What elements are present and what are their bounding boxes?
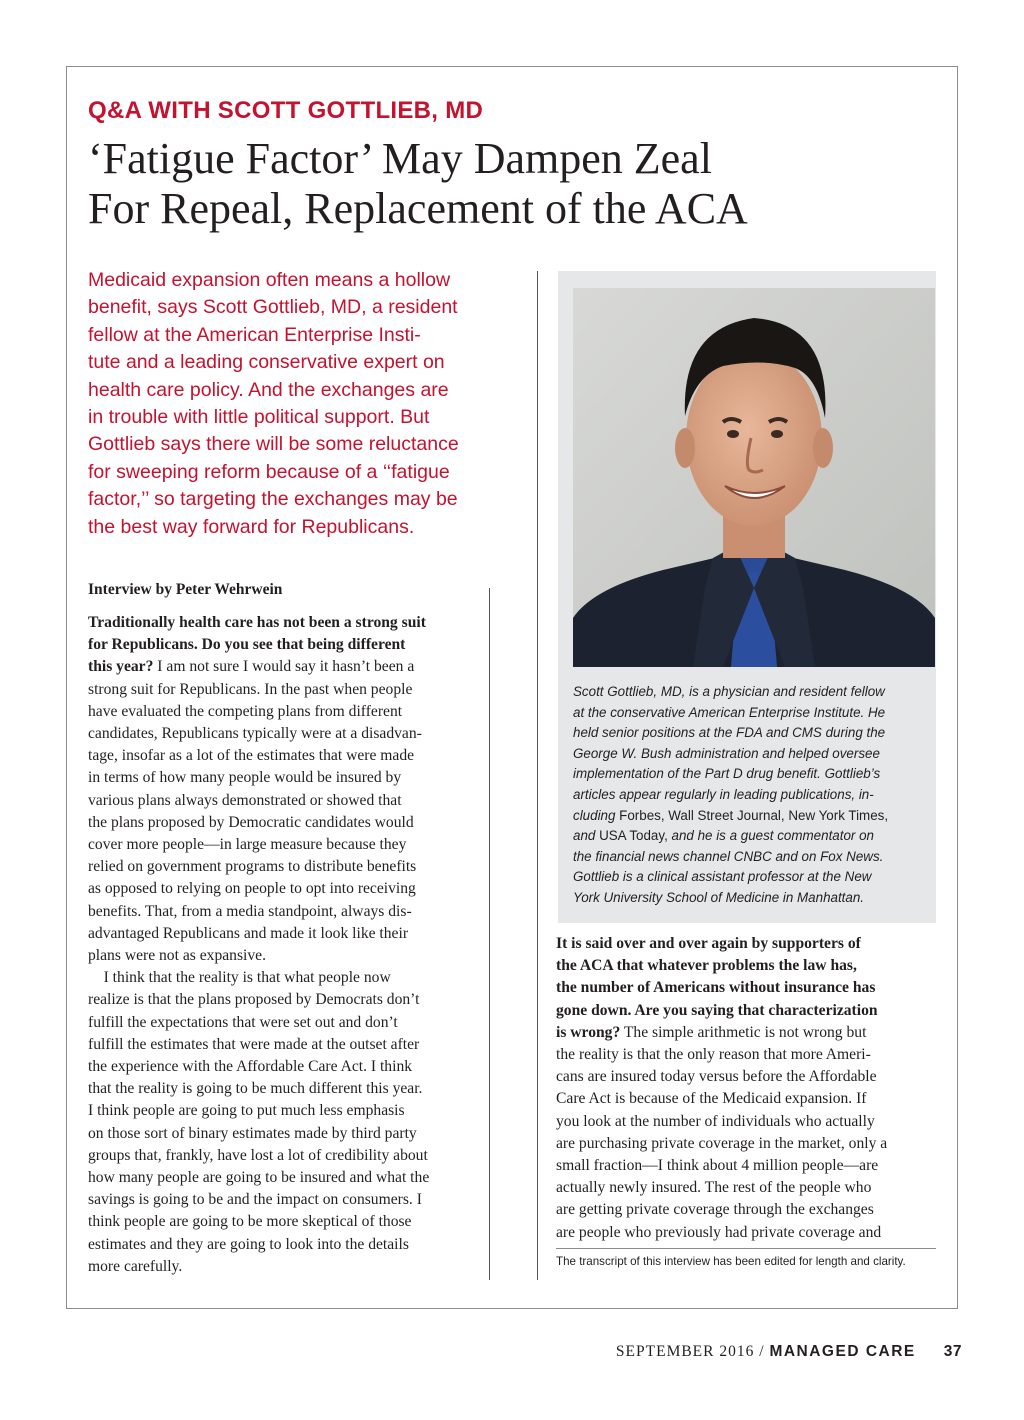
question-line: the ACA that whatever problems the law has, — [556, 957, 857, 975]
caption-line: at the conservative American Enterprise Institute. He — [573, 704, 886, 720]
lead-line: in trouble with little political support. But — [88, 406, 430, 429]
question-line: gone down. Are you saying that characterization — [556, 1001, 878, 1019]
answer-line: I think people are going to put much less emphasis — [88, 1102, 405, 1120]
lead-line: for sweeping reform because of a ‘‘fatigue — [88, 460, 450, 483]
lead-line: tute and a leading conservative expert on — [88, 351, 445, 374]
lead-line: benefit, says Scott Gottlieb, MD, a resident — [88, 296, 458, 319]
left-column-rule — [489, 588, 490, 1280]
headline-line: ‘Fatigue Factor’ May Dampen Zeal — [88, 134, 712, 183]
answer-line: advantaged Republicans and made it look like their — [88, 924, 409, 942]
answer-line: that the reality is going to be much different this year. — [88, 1080, 423, 1098]
editorial-note: The transcript of this interview has been edited for length and clarity. — [556, 1255, 906, 1268]
answer-line: how many people are going to be insured and what the — [88, 1169, 430, 1187]
answer-line: as opposed to relying on people to opt into receiving — [88, 880, 416, 898]
caption-line: George W. Bush administration and helped oversee — [573, 745, 880, 761]
question-line: for Republicans. Do you see that being different — [88, 636, 406, 654]
answer-line: savings is going to be and the impact on consumers. I — [88, 1191, 422, 1209]
question-line: Traditionally health care has not been a strong suit — [88, 614, 426, 631]
issue-date: SEPTEMBER 2016 / — [615, 1343, 770, 1360]
answer-line: are purchasing private coverage in the market, only a — [556, 1134, 888, 1152]
answer-line: fulfill the expectations that were set out and don’t — [88, 1013, 398, 1031]
article-kicker: Q&A WITH SCOTT GOTTLIEB, MD — [88, 97, 484, 124]
caption-line: the financial news channel CNBC and on Fox News. — [573, 848, 884, 864]
portrait-illustration — [573, 288, 935, 667]
note-divider — [556, 1248, 936, 1249]
answer-line: actually newly insured. The rest of the people who — [556, 1179, 872, 1197]
answer-line: I think that the reality is that what people now — [88, 969, 391, 987]
answer-line: small fraction—I think about 4 million people—are — [556, 1157, 879, 1175]
caption-line: Scott Gottlieb, MD, is a physician and resident fellow — [573, 684, 885, 699]
caption-line: Gottlieb is a clinical assistant professor at the New — [573, 869, 872, 885]
lead-line: Medicaid expansion often means a hollow — [88, 269, 451, 291]
answer-line: more carefully. — [88, 1257, 183, 1275]
page-footer — [616, 1341, 962, 1363]
answer-line: think people are going to be more skeptical of those — [88, 1213, 412, 1231]
headline-line: For Repeal, Replacement of the ACA — [88, 184, 748, 233]
lead-line: fellow at the American Enterprise Insti- — [88, 323, 421, 346]
article-lead — [88, 267, 478, 541]
answer-line: have evaluated the competing plans from different — [88, 702, 403, 720]
article-headline — [88, 134, 908, 234]
lead-line: factor,’’ so targeting the exchanges may be — [88, 488, 458, 511]
answer-line: fulfill the estimates that were made at the outset after — [88, 1035, 420, 1053]
answer-line: groups that, frankly, have lost a lot of credibility about — [88, 1146, 428, 1164]
byline: Interview by Peter Wehrwein — [88, 581, 283, 598]
caption-line: York University School of Medicine in Manhattan. — [573, 889, 865, 905]
answer-line: on those sort of binary estimates made by third party — [88, 1124, 417, 1142]
answer-line: realize is that the plans proposed by Democrats don’t — [88, 991, 420, 1009]
caption-line: cluding Forbes, Wall Street Journal, New York Times, — [573, 807, 889, 823]
question-line: the number of Americans without insurance has — [556, 979, 876, 997]
lead-line: health care policy. And the exchanges are — [88, 378, 449, 401]
right-column-text — [556, 933, 938, 1244]
answer-line: candidates, Republicans typically were at a disadvan- — [88, 725, 422, 743]
answer-line: the experience with the Affordable Care Act. I think — [88, 1058, 413, 1076]
answer-line: strong suit for Republicans. In the past when people — [88, 680, 413, 698]
caption-line: held senior positions at the FDA and CMS during the — [573, 725, 886, 741]
answer-line: are people who previously had private coverage and — [556, 1223, 882, 1241]
photo-caption — [573, 682, 933, 909]
left-column-text — [88, 612, 470, 1278]
magazine-name: MANAGED CARE — [769, 1343, 916, 1360]
question-answer-line: this year? I am not sure I would say it hasn’t been a — [88, 658, 415, 676]
answer-line: tage, insofar as a lot of the estimates that were made — [88, 747, 415, 765]
caption-line: and USA Today, and he is a guest commentator on — [573, 828, 874, 844]
answer-line: cans are insured today versus before the Affordable — [556, 1068, 877, 1086]
answer-line: the plans proposed by Democratic candidates would — [88, 813, 414, 831]
caption-line: implementation of the Part D drug benefit. Gottlieb’s — [573, 766, 881, 782]
question-answer-line: is wrong? The simple arithmetic is not wrong but — [556, 1023, 867, 1041]
answer-line: relied on government programs to distribute benefits — [88, 858, 417, 876]
caption-line: articles appear regularly in leading publications, in- — [573, 786, 874, 802]
answer-line: cover more people—in large measure because they — [88, 836, 407, 854]
center-column-rule — [537, 271, 538, 1280]
answer-line: estimates and they are going to look into the details — [88, 1235, 409, 1253]
portrait-photo — [573, 288, 935, 667]
answer-line: the reality is that the only reason that more Ameri- — [556, 1046, 871, 1064]
lead-line: the best way forward for Republicans. — [88, 515, 415, 538]
answer-line: benefits. That, from a media standpoint, always dis- — [88, 902, 412, 920]
answer-line: in terms of how many people would be insured by — [88, 769, 402, 787]
answer-line: Care Act is because of the Medicaid expansion. If — [556, 1090, 867, 1108]
answer-line: various plans always demonstrated or showed that — [88, 791, 402, 809]
question-line: It is said over and over again by supporters of — [556, 935, 861, 952]
lead-line: Gottlieb says there will be some reluctance — [88, 433, 459, 456]
answer-line: are getting private coverage through the exchanges — [556, 1201, 874, 1219]
answer-line: you look at the number of individuals who actually — [556, 1112, 875, 1130]
answer-line: plans were not as expansive. — [88, 947, 266, 965]
page-number: 37 — [943, 1343, 962, 1360]
